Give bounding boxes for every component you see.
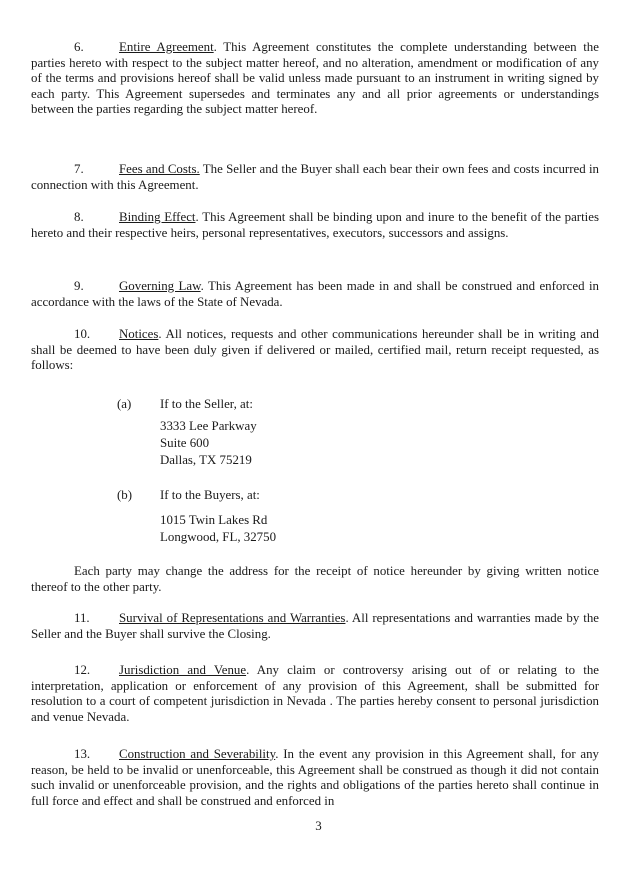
section-body: All notices, requests and other communications hereunder shall be in writing and shall be deemed to have been duly given if delivered or mailed, certified mail, return receipt requested, as follows: xyxy=(31,327,599,373)
section-title-sep: . xyxy=(213,40,217,54)
section-body: All representations and warranties made by the Seller and the Buyer shall survive the Closing. xyxy=(31,611,599,641)
address-line: 3333 Lee Parkway xyxy=(160,419,257,433)
address-lines xyxy=(160,418,257,469)
address-line: Longwood, FL, 32750 xyxy=(160,530,277,544)
section-construction-and-severability xyxy=(31,747,599,809)
section-jurisdiction-and-venue xyxy=(31,663,599,725)
section-entire-agreement xyxy=(31,40,599,118)
section-title-sep: . xyxy=(275,747,279,761)
address-line: Suite 600 xyxy=(160,436,210,450)
section-title-sep: . xyxy=(200,279,204,293)
section-number: 13. xyxy=(74,747,91,761)
section-body: This Agreement constitutes the complete understanding between the parties hereto with respect to the subject matter hereof, and no alteration, amendment or modification of any of the terms and provisions hereof shall be valid unless made pursuant to an instrument in writing signed by each party. This Agreement supersedes and terminates any and all prior agreements or understandings between the parties regarding the subject matter hereof. xyxy=(31,40,599,117)
page-number: 3 xyxy=(315,818,322,833)
section-binding-effect xyxy=(31,210,599,241)
section-number: 9. xyxy=(74,279,84,293)
address-line: 1015 Twin Lakes Rd xyxy=(160,513,268,527)
section-title: Construction and Severability xyxy=(119,747,276,761)
section-title-sep: . xyxy=(158,327,162,341)
section-number: 8. xyxy=(74,210,84,224)
section-notices xyxy=(31,327,599,374)
section-fees-and-costs xyxy=(31,162,599,193)
address-item-label: (b) xyxy=(117,488,133,502)
address-heading: If to the Buyers, at: xyxy=(160,488,260,502)
section-title: Entire Agreement xyxy=(119,40,214,54)
address-lines xyxy=(160,512,276,546)
section-title: Survival of Representations and Warranties xyxy=(119,611,346,625)
notice-change-paragraph: Each party may change the address for the receipt of notice hereunder by giving written notice thereof to the other party. xyxy=(31,564,599,594)
section-title: Fees and Costs. xyxy=(119,162,200,176)
section-body: This Agreement has been made in and shall be construed and enforced in accordance with the laws of the State of Nevada. xyxy=(31,279,599,309)
section-body: Any claim or controversy arising out of or relating to the interpretation, application or enforcement of any provision of this Agreement, shall be submitted for resolution to a court of competent jurisdiction in Nevada . The parties hereby consent to personal jurisdiction and venue Nevada. xyxy=(31,663,599,724)
section-title: Notices xyxy=(119,327,159,341)
section-number: 6. xyxy=(74,40,84,54)
buyer-address-block xyxy=(0,487,637,551)
address-item-label: (a) xyxy=(117,397,132,411)
section-number: 10. xyxy=(74,327,91,341)
section-number: 12. xyxy=(74,663,91,677)
seller-address-block xyxy=(0,396,637,476)
section-body: In the event any provision in this Agreement shall, for any reason, be held to be invalid or unenforceable, this Agreement shall be construed as though it did not contain such invalid or unenforceable provision, and the rights and obligations of the parties hereto shall continue in full force and effect and shall be construed and enforced in xyxy=(31,747,600,808)
section-governing-law xyxy=(31,279,599,310)
address-heading: If to the Seller, at: xyxy=(160,397,253,411)
section-body: The Seller and the Buyer shall each bear their own fees and costs incurred in connection with this Agreement. xyxy=(31,162,599,192)
section-number: 7. xyxy=(74,162,84,176)
section-number: 11. xyxy=(74,611,90,625)
address-line: Dallas, TX 75219 xyxy=(160,453,252,467)
section-body: This Agreement shall be binding upon and inure to the benefit of the parties hereto and their respective heirs, personal representatives, executors, successors and assigns. xyxy=(31,210,599,240)
section-title: Jurisdiction and Venue xyxy=(119,663,247,677)
section-title: Binding Effect xyxy=(119,210,196,224)
section-title-sep: . xyxy=(246,663,250,677)
section-title-sep: . xyxy=(195,210,199,224)
section-survival xyxy=(31,611,599,642)
section-title: Governing Law xyxy=(119,279,201,293)
section-title-sep: . xyxy=(345,611,349,625)
